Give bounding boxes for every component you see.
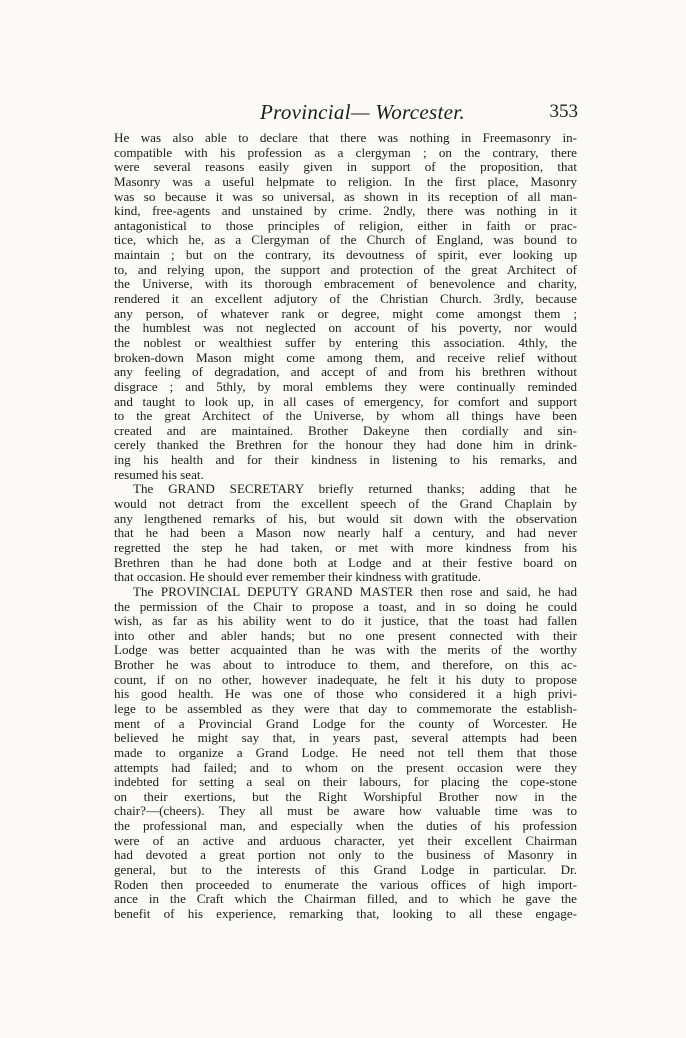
text-line: antagonistical to those principles of religion, either in faith or prac- [114, 218, 577, 233]
text-line: any person, of whatever rank or degree, might come amongst them ; [114, 306, 577, 321]
text-line: count, if on no other, however inadequate, he felt it his duty to propose [114, 672, 577, 687]
text-line: and taught to look up, in all cases of emergency, for comfort and support [114, 394, 577, 409]
text-line: broken-down Mason might come among them, and receive relief without [114, 350, 577, 365]
text-line: lege to be assembled as they were that day to commemorate the establish- [114, 701, 577, 716]
text-line: disgrace ; and 5thly, by moral emblems they were continually reminded [114, 379, 577, 394]
text-line: on their exertions, but the Right Worshipful Brother now in the [114, 789, 577, 804]
text-line: kind, free-agents and unstained by crime. 2ndly, there was nothing in it [114, 204, 577, 219]
text-line: Roden then proceeded to enumerate the various offices of high import- [114, 877, 577, 892]
text-line: to the great Architect of the Universe, by whom all things have been [114, 409, 577, 424]
text-line: had devoted a great portion not only to the business of Masonry in [114, 848, 577, 863]
text-line: the noblest or wealthiest suffer by entering this association. 4thly, the [114, 335, 577, 350]
text-line: Brother he was about to introduce to them, and therefore, on this ac- [114, 658, 577, 673]
text-line: indebted for setting a seal on their labours, for placing the cope-stone [114, 775, 577, 790]
text-line: any lengthened remarks of his, but would sit down with the observation [114, 511, 577, 526]
text-line: Brethren than he had done both at Lodge and at their festive board on [114, 555, 577, 570]
running-title: Provincial— Worcester. [260, 100, 465, 124]
text-line: the permission of the Chair to propose a toast, and in so doing he could [114, 599, 577, 614]
text-line: tice, which he, as a Clergyman of the Church of England, was bound to [114, 233, 577, 248]
text-line: would not detract from the excellent speech of the Grand Chaplain by [114, 497, 577, 512]
running-header [112, 100, 578, 130]
body-text [114, 131, 577, 922]
text-line: cerely thanked the Brethren for the honour they had done him in drink- [114, 438, 577, 453]
text-line: resumed his seat. [114, 467, 204, 482]
page-number: 353 [549, 101, 578, 122]
text-line: Masonry was a useful helpmate to religion. In the first place, Masonry [114, 174, 577, 189]
text-line: made to organize a Grand Lodge. He need not tell them that those [114, 745, 577, 760]
text-line: believed he might say that, in years past, several attempts had been [114, 731, 577, 746]
text-line: ing his health and for their kindness in listening to his remarks, and [114, 453, 577, 468]
text-line: chair?—(cheers). They all must be aware how valuable time was to [114, 804, 577, 819]
text-line: that he had been a Mason now nearly half a century, and had never [114, 526, 577, 541]
text-line: ment of a Provincial Grand Lodge for the county of Worcester. He [114, 716, 577, 731]
text-line: the Universe, with its thorough embracement of benevolence and charity, [114, 277, 577, 292]
text-line: general, but to the interests of this Grand Lodge in particular. Dr. [114, 863, 577, 878]
text-line: any feeling of degradation, and accept of and from his brethren without [114, 365, 577, 380]
text-line: to, and relying upon, the support and protection of the great Architect of [114, 262, 577, 277]
text-line: that occasion. He should ever remember their kindness with gratitude. [114, 570, 481, 585]
text-line: his good health. He was one of those who considered it a high privi- [114, 687, 577, 702]
text-line: regretted the step he had taken, or met with more kindness from his [114, 540, 577, 555]
text-line: ance in the Craft which the Chairman filled, and to which he gave the [114, 892, 577, 907]
text-line: created and are maintained. Brother Dakeyne then cordially and sin- [114, 423, 577, 438]
text-line: was so because it was so universal, as shown in its reception of all man- [114, 189, 577, 204]
text-line: attempts had failed; and to whom on the present occasion were they [114, 760, 577, 775]
text-line: compatible with his profession as a clergyman ; on the contrary, there [114, 145, 577, 160]
text-line: the professional man, and especially when the duties of his profession [114, 819, 577, 834]
text-line: rendered it an excellent adjutory of the Christian Church. 3rdly, because [114, 292, 577, 307]
text-line: benefit of his experience, remarking that, looking to all these engage- [114, 906, 577, 921]
text-line: Lodge was better acquainted than he was with the merits of the worthy [114, 643, 577, 658]
text-line: the humblest was not neglected on account of his poverty, nor would [114, 321, 577, 336]
text-line: maintain ; but on the contrary, its devoutness of spirit, ever looking up [114, 248, 577, 263]
text-line: were several reasons easily given in support of the proposition, that [114, 160, 577, 175]
text-line: He was also able to declare that there was nothing in Freemasonry in- [114, 131, 577, 145]
text-line: The PROVINCIAL DEPUTY GRAND MASTER then rose and said, he had [133, 584, 577, 599]
text-line: into other and abler hands; but no one present connected with their [114, 628, 577, 643]
text-line: The GRAND SECRETARY briefly returned thanks; adding that he [133, 482, 577, 497]
text-line: wish, as far as his ability went to do it justice, that the toast had fallen [114, 614, 577, 629]
text-line: were of an active and arduous character, yet their excellent Chairman [114, 833, 577, 848]
